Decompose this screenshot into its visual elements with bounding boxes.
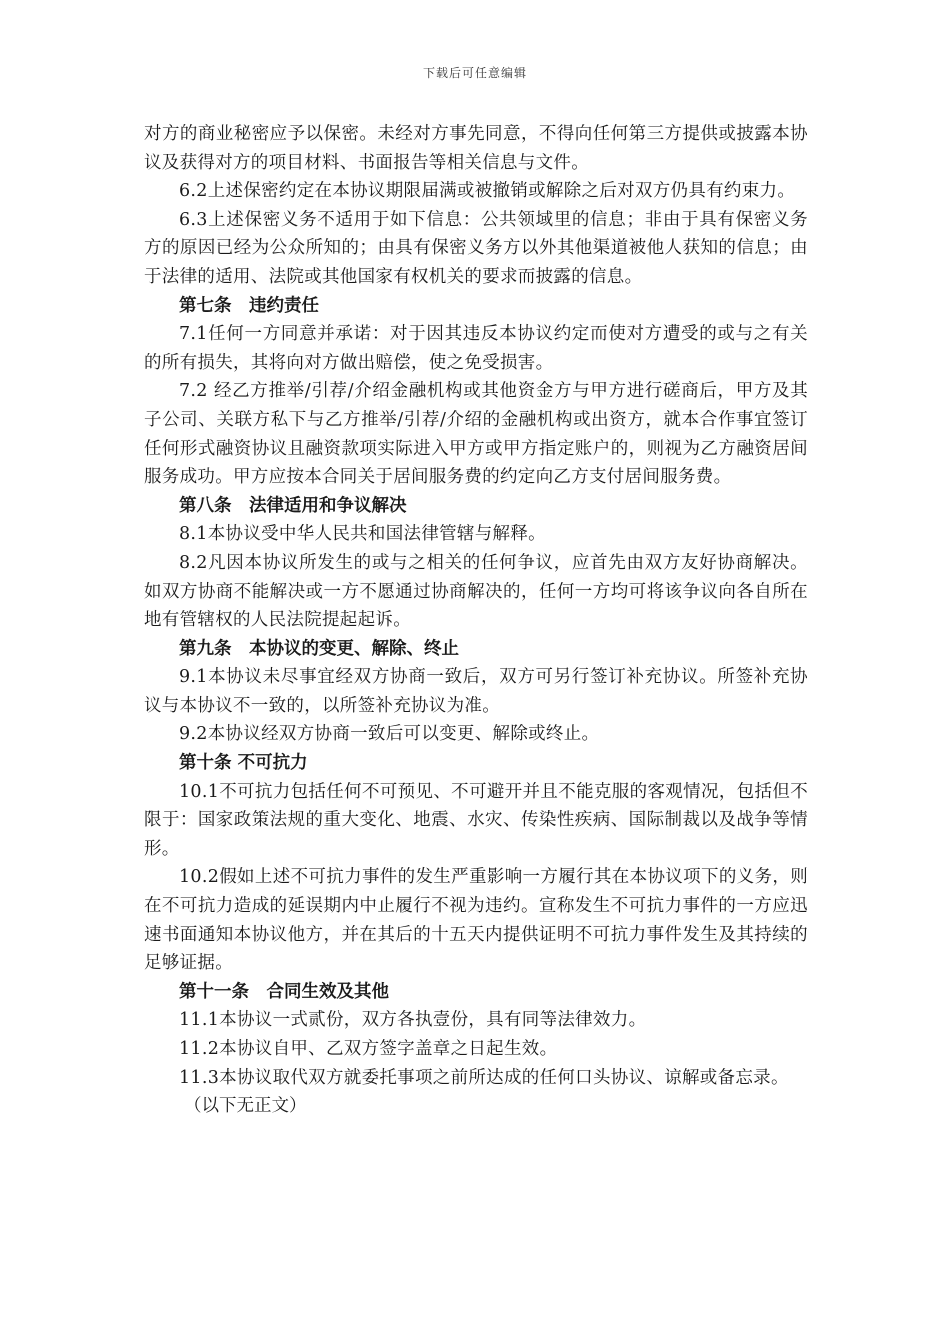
paragraph-6-2: 6.2上述保密约定在本协议期限届满或被撤销或解除之后对双方仍具有约束力。 <box>179 181 796 202</box>
paragraph-10-1: 10.1不可抗力包括任何不可预见、不可避开并且不能克服的客观情况，包括但不限于：国家政策法规的重大变化、地震、水灾、传染性疾病、国际制裁以及战争等情形。 <box>144 781 808 859</box>
article-8-heading: 第八条 法律适用和争议解决 <box>179 495 407 516</box>
paragraph-9-2: 9.2本协议经双方协商一致后可以变更、解除或终止。 <box>179 724 600 745</box>
document-body <box>144 120 808 1121</box>
paragraph-11-3: 11.3本协议取代双方就委托事项之前所达成的任何口头协议、谅解或备忘录。 <box>179 1067 789 1088</box>
page-header: 下载后可任意编辑 <box>422 66 527 80</box>
paragraph-9-1: 9.1本协议未尽事宜经双方协商一致后，双方可另行签订补充协议。所签补充协议与本协议不一致的，以所签补充协议为准。 <box>144 667 808 716</box>
paragraph-7-2: 7.2 经乙方推举/引荐/介绍金融机构或其他资金方与甲方进行磋商后，甲方及其子公司、关联方私下与乙方推举/引荐/介绍的金融机构或出资方，就本合作事宜签订任何形式融资协议且融资款项实际进入甲方或甲方指定账户的，则视为乙方融资居间服务成功。甲方应按本合同关于居间服务费的约定向乙方支付居间服务费。 <box>144 381 808 488</box>
article-7-heading: 第七条 违约责任 <box>179 295 319 316</box>
paragraph-6-3: 6.3上述保密义务不适用于如下信息：公共领域里的信息；非由于具有保密义务方的原因已经为公众所知的；由具有保密义务方以外其他渠道被他人获知的信息；由于法律的适用、法院或其他国家有权机关的要求而披露的信息。 <box>144 209 808 287</box>
article-10-heading: 第十条 不可抗力 <box>179 753 308 774</box>
closing-note: （以下无正文） <box>184 1096 307 1117</box>
paragraph-confidentiality-cont: 对方的商业秘密应予以保密。未经对方事先同意，不得向任何第三方提供或披露本协议及获得对方的项目材料、书面报告等相关信息与文件。 <box>144 124 808 173</box>
paragraph-8-1: 8.1本协议受中华人民共和国法律管辖与解释。 <box>179 524 546 545</box>
article-9-heading: 第九条 本协议的变更、解除、终止 <box>179 638 459 659</box>
paragraph-7-1: 7.1任何一方同意并承诺：对于因其违反本协议约定而使对方遭受的或与之有关的所有损失，其将向对方做出赔偿，使之免受损害。 <box>144 324 808 373</box>
paragraph-11-2: 11.2本协议自甲、乙双方签字盖章之日起生效。 <box>179 1039 558 1059</box>
paragraph-10-2: 10.2假如上述不可抗力事件的发生严重影响一方履行其在本协议项下的义务，则在不可抗力造成的延误期内中止履行不视为违约。宣称发生不可抗力事件的一方应迅速书面通知本协议他方，并在其后的十五天内提供证明不可抗力事件发生及其持续的足够证据。 <box>144 867 808 974</box>
paragraph-8-2: 8.2凡因本协议所发生的或与之相关的任何争议，应首先由双方友好协商解决。如双方协商不能解决或一方不愿通过协商解决的，任何一方均可将该争议向各自所在地有管辖权的人民法院提起起诉。 <box>144 552 808 631</box>
article-11-heading: 第十一条 合同生效及其他 <box>179 981 389 1002</box>
paragraph-11-1: 11.1本协议一式贰份，双方各执壹份，具有同等法律效力。 <box>179 1010 647 1031</box>
